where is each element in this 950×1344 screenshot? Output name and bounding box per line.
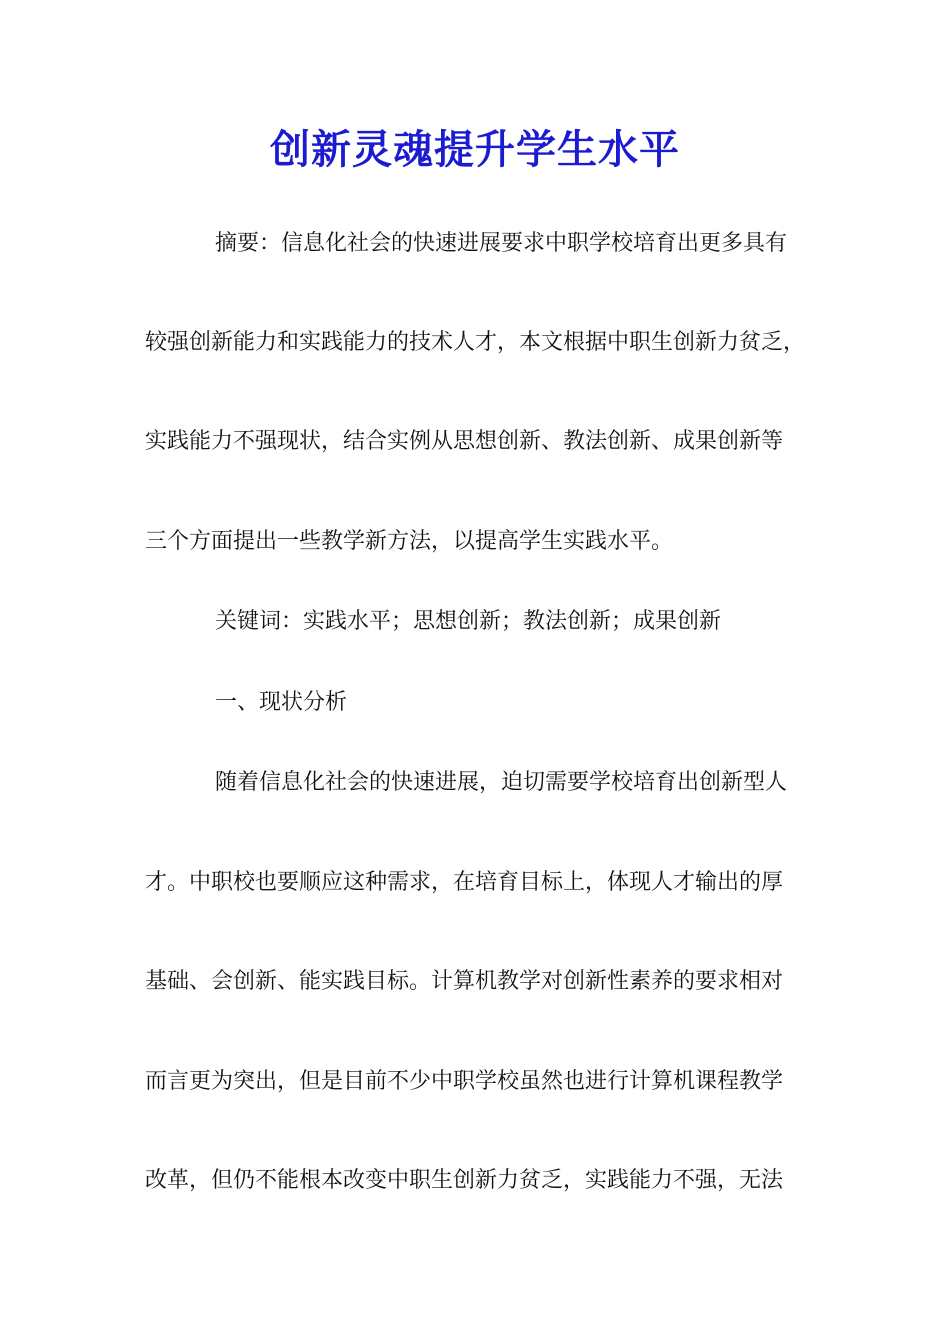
body-line-5: 改革，但仍不能根本改变中职生创新力贫乏，实践能力不强，无法 bbox=[145, 1168, 784, 1193]
body-line-4: 而言更为突出，但是目前不少中职学校虽然也进行计算机课程教学 bbox=[145, 1069, 784, 1094]
keywords-line: 关键词：实践水平；思想创新；教法创新；成果创新 bbox=[215, 609, 722, 634]
body-line-1: 随着信息化社会的快速进展，迫切需要学校培育出创新型人 bbox=[215, 770, 788, 795]
abstract-line-2: 较强创新能力和实践能力的技术人才，本文根据中职生创新力贫乏， bbox=[145, 330, 806, 355]
section-heading: 一、现状分析 bbox=[215, 690, 348, 715]
abstract-line-4: 三个方面提出一些教学新方法，以提高学生实践水平。 bbox=[145, 529, 674, 554]
abstract-line-1: 摘要：信息化社会的快速进展要求中职学校培育出更多具有 bbox=[215, 231, 788, 256]
body-line-3: 基础、会创新、能实践目标。计算机教学对创新性素养的要求相对 bbox=[145, 969, 784, 994]
document-title: 创新灵魂提升学生水平 bbox=[270, 126, 680, 173]
abstract-line-3: 实践能力不强现状，结合实例从思想创新、教法创新、成果创新等 bbox=[145, 429, 784, 454]
body-line-2: 才。中职校也要顺应这种需求，在培育目标上，体现人才输出的厚 bbox=[145, 870, 784, 895]
